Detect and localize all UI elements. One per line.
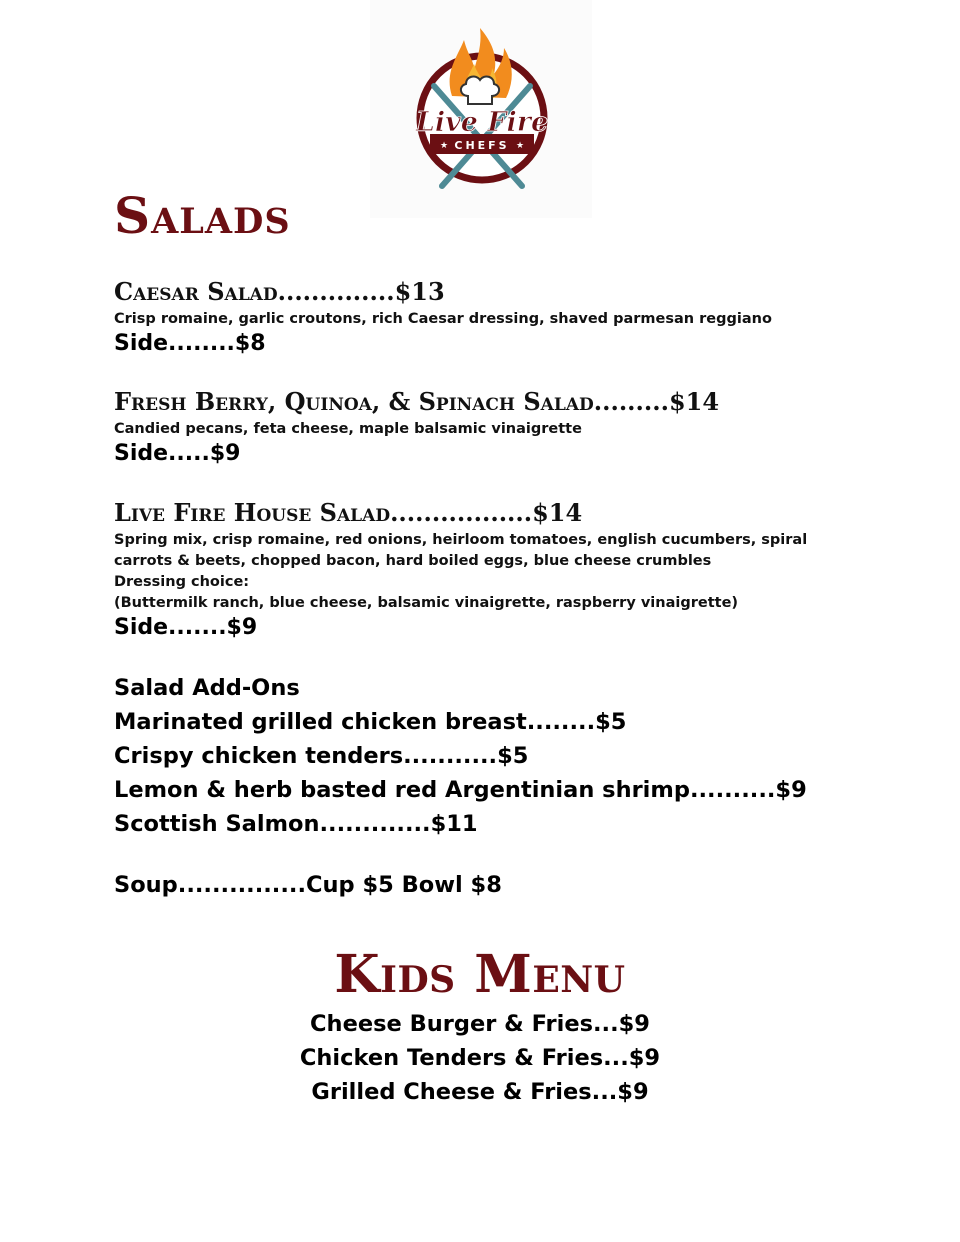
menu-item-side-price: Side.....$9 bbox=[114, 441, 241, 466]
logo-subtitle: CHEFS bbox=[454, 139, 510, 152]
star-icon: ★ bbox=[516, 141, 525, 151]
logo-wordmark: Live Fire bbox=[415, 107, 549, 138]
menu-item-description: Crisp romaine, garlic croutons, rich Caesar dressing, shaved parmesan reggiano bbox=[114, 311, 772, 327]
addon-item: Scottish Salmon.............$11 bbox=[114, 811, 478, 837]
addon-item: Marinated grilled chicken breast........$5 bbox=[114, 709, 627, 735]
logo-graphic bbox=[370, 0, 592, 218]
salads-heading: Salads bbox=[114, 186, 291, 245]
live-fire-chefs-logo bbox=[370, 0, 592, 218]
kids-menu-heading: Kids Menu bbox=[334, 944, 626, 1005]
menu-item-name: Fresh Berry, Quinoa, & Spinach Salad.........$14 bbox=[114, 387, 720, 416]
star-icon: ★ bbox=[440, 141, 449, 151]
menu-item-description: Candied pecans, feta cheese, maple balsamic vinaigrette bbox=[114, 421, 582, 437]
kids-menu-item: Cheese Burger & Fries...$9 bbox=[310, 1011, 650, 1037]
kids-menu-item: Grilled Cheese & Fries...$9 bbox=[311, 1079, 649, 1105]
menu-item-description: Spring mix, crisp romaine, red onions, heirloom tomatoes, english cucumbers, spiral carrots & beets, chopped bacon, hard boiled eggs, blue cheese crumbles bbox=[114, 532, 808, 569]
menu-item-name: Caesar Salad..............$13 bbox=[114, 277, 445, 306]
addon-item: Crispy chicken tenders...........$5 bbox=[114, 743, 529, 769]
dressing-options: (Buttermilk ranch, blue cheese, balsamic vinaigrette, raspberry vinaigrette) bbox=[114, 595, 739, 611]
kids-menu-item: Chicken Tenders & Fries...$9 bbox=[299, 1045, 661, 1071]
menu-item-side-price: Side.......$9 bbox=[114, 615, 258, 640]
menu-item-name: Live Fire House Salad.................$14 bbox=[114, 498, 583, 527]
addons-heading: Salad Add-Ons bbox=[114, 675, 300, 701]
addon-item: Lemon & herb basted red Argentinian shrimp..........$9 bbox=[114, 777, 807, 803]
soup-price: Soup...............Cup $5 Bowl $8 bbox=[114, 872, 502, 898]
menu-item-side-price: Side........$8 bbox=[114, 331, 266, 356]
dressing-label: Dressing choice: bbox=[114, 574, 250, 590]
